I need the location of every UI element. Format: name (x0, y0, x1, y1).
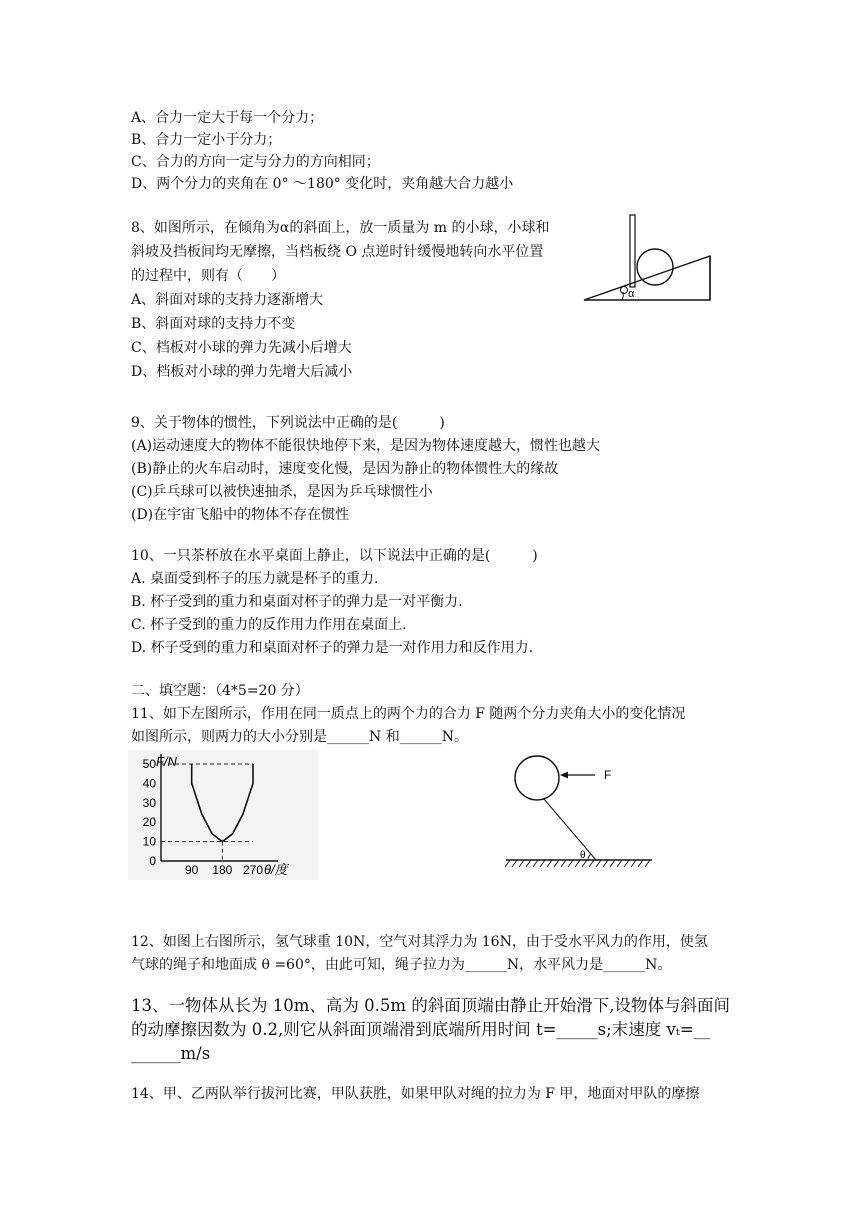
hatch-line (561, 860, 566, 867)
hatch-line (575, 860, 580, 867)
q9-option-b: (B)静止的火车启动时，速度变化慢，是因为静止的物体惯性大的缘故 (131, 461, 559, 477)
q7-option-c: C、合力的方向一定与分力的方向相同； (131, 154, 380, 170)
y-axis-label: F/N (156, 754, 177, 769)
hatch-line (610, 860, 615, 867)
x-axis-label: θ/度 (264, 862, 288, 877)
hatch-line (540, 860, 545, 867)
q13-stem-line-2: 的动摩擦因数为 0.2,则它从斜面顶端滑到底端所用时间 t=_____s;末速度 vₜ=__ (131, 1020, 711, 1039)
pivot-o (621, 287, 628, 294)
ground-hatching (505, 860, 650, 867)
q7-option-a: A、合力一定大于每一个分力； (131, 110, 324, 126)
arrow-head (560, 772, 568, 779)
y-tick-label: 40 (142, 776, 156, 791)
q10-option-d: D. 杯子受到的重力和桌面对杯子的弹力是一对作用力和反作用力. (131, 640, 534, 656)
hatch-line (519, 860, 524, 867)
hatch-line (645, 860, 650, 867)
hatch-line (596, 860, 601, 867)
q8-option-a: A、斜面对球的支持力逐渐增大 (131, 292, 324, 308)
q10-option-c: C. 杯子受到的重力的反作用力作用在桌面上. (131, 617, 407, 633)
hatch-line (505, 860, 510, 867)
q13-stem-line-3: ______m/s (131, 1044, 211, 1063)
q10-option-a: A. 桌面受到杯子的压力就是杯子的重力. (131, 571, 379, 587)
hatch-line (547, 860, 552, 867)
hatch-line (631, 860, 636, 867)
q13-stem-line-1: 13、一物体从长为 10m、高为 0.5m 的斜面顶端由静止开始滑下,设物体与斜面间 (131, 996, 731, 1015)
hatch-line (603, 860, 608, 867)
balloon-figure (500, 746, 670, 874)
q12-stem-line-2: 气球的绳子和地面成 θ =60°，由此可知，绳子拉力为______N，水平风力是______N。 (131, 957, 672, 973)
q10-option-b: B. 杯子受到的重力和桌面对杯子的弹力是一对平衡力. (131, 594, 463, 610)
hatch-line (638, 860, 643, 867)
hatch-line (589, 860, 594, 867)
q11-stem-line-2: 如图所示，则两力的大小分别是______N 和______N。 (131, 729, 468, 745)
q8-option-b: B、斜面对球的支持力不变 (131, 316, 296, 332)
q14-stem: 14、甲、乙两队举行拔河比赛，甲队获胜，如果甲队对绳的拉力为 F 甲，地面对甲队的摩擦 (131, 1086, 700, 1102)
hatch-line (512, 860, 517, 867)
hatch-line (582, 860, 587, 867)
balloon-rope (544, 799, 596, 860)
baffle-board (630, 215, 635, 287)
q8-option-c: C、档板对小球的弹力先减小后增大 (131, 340, 352, 356)
x-tick-label: 180 (212, 863, 233, 877)
y-tick-label: 0 (149, 854, 156, 868)
x-tick-label: 270 (242, 863, 264, 877)
y-tick-label: 50 (142, 757, 156, 771)
force-f-label: F (604, 768, 612, 782)
resultant-force-chart (128, 750, 318, 880)
q12-stem-line-1: 12、如图上右图所示，氢气球重 10N，空气对其浮力为 16N，由于受水平风力的作用，使氢 (131, 934, 708, 950)
ball (637, 249, 673, 285)
angle-theta-label: θ (580, 850, 586, 861)
angle-alpha-label: α (628, 288, 635, 300)
q8-stem-line-3: 的过程中，则有（ ） (131, 268, 285, 284)
hatch-line (554, 860, 559, 867)
q7-option-d: D、两个分力的夹角在 0° ～180° 变化时，夹角越大合力越小 (131, 176, 514, 192)
balloon (515, 756, 559, 800)
q9-option-d: (D)在宇宙飞船中的物体不存在惯性 (131, 507, 350, 523)
q8-stem-line-2: 斜坡及挡板间均无摩擦，当档板绕 O 点逆时针缓慢地转向水平位置 (131, 244, 544, 260)
incline-slope (584, 256, 710, 300)
q9-option-c: (C)乒乓球可以被快速抽杀，是因为乒乓球惯性小 (131, 484, 433, 500)
hatch-line (617, 860, 622, 867)
hatch-line (624, 860, 629, 867)
incline-ball-figure (582, 210, 718, 306)
y-tick-label: 10 (142, 834, 156, 849)
x-tick-label: 90 (184, 863, 199, 877)
q10-stem: 10、一只茶杯放在水平桌面上静止，以下说法中正确的是( ) (131, 548, 538, 564)
y-tick-label: 20 (142, 815, 156, 830)
hatch-line (533, 860, 538, 867)
y-tick-label: 30 (142, 795, 156, 810)
q11-stem-line-1: 11、如下左图所示，作用在同一质点上的两个力的合力 F 随两个分力夹角大小的变化情况 (131, 706, 686, 722)
q7-option-b: B、合力一定小于分力； (131, 132, 282, 148)
q8-stem-line-1: 8、如图所示，在倾角为α的斜面上，放一质量为 m 的小球，小球和 (131, 220, 550, 236)
q8-option-d: D、档板对小球的弹力先增大后减小 (131, 364, 353, 380)
rope-angle-arc (588, 854, 591, 860)
q9-stem: 9、关于物体的惯性，下列说法中正确的是( ) (131, 415, 445, 431)
section-2-title: 二、填空题：（4*5=20 分） (131, 683, 309, 699)
hatch-line (526, 860, 531, 867)
hatch-line (568, 860, 573, 867)
q9-option-a: (A)运动速度大的物体不能很快地停下来，是因为物体速度越大，惯性也越大 (131, 438, 601, 454)
